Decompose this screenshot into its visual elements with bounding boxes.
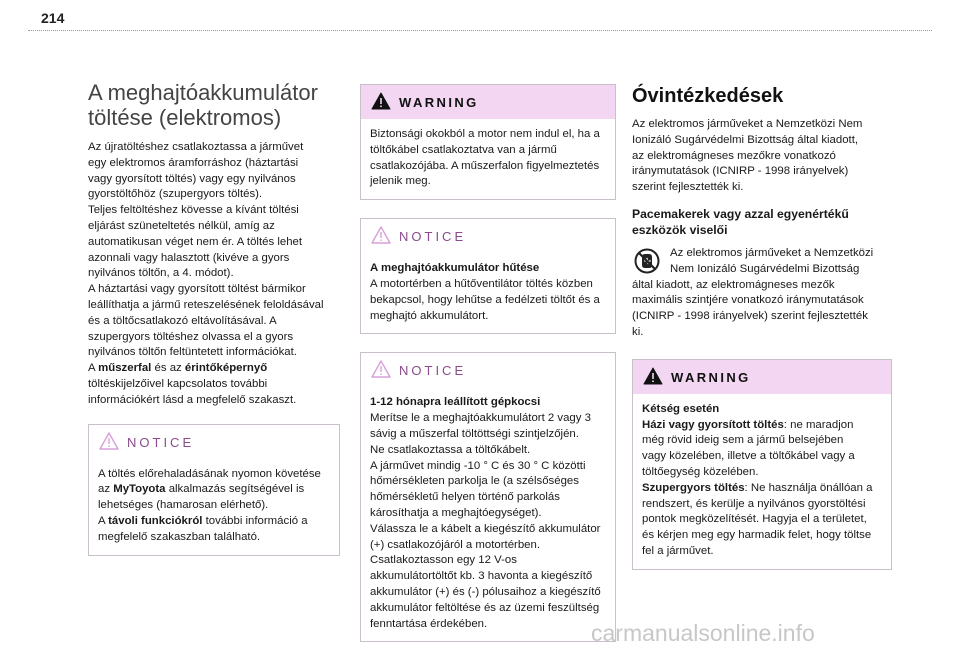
warning-header: [361, 85, 615, 119]
warning-bold: Házi vagy gyorsított töltés: [642, 418, 784, 431]
warning-bold: Szupergyors töltés: [642, 481, 745, 494]
notice-line: sávig a műszerfal töltöttségi szintjelzőjén.: [370, 427, 579, 440]
warning-triangle-icon: [371, 92, 391, 110]
warning-body: [361, 119, 615, 199]
warning-label: WARNING: [399, 95, 479, 110]
notice-label: NOTICE: [127, 434, 195, 450]
column-charging: [88, 80, 340, 556]
intro-line: Az elektromos járműveket a Nemzetközi Nem: [632, 118, 863, 130]
notice-triangle-icon: [371, 226, 391, 244]
body-line: Teljes feltöltéshez kövesse a kívánt töltési: [88, 204, 299, 217]
notice-line: A járművet mindig -10 ° C és 30 ° C közötti: [370, 459, 586, 472]
warning-text: : Ne használja önállóan a: [744, 481, 873, 494]
charging-body: [88, 140, 340, 409]
intro-line: szerint fejlesztették ki.: [632, 181, 744, 194]
warning-text: [642, 402, 882, 560]
page-number: 214: [41, 10, 65, 26]
notice-box-storage: [360, 352, 616, 642]
body-text: A: [88, 362, 99, 375]
notice-line: Csatlakoztasson egy 12 V-os: [370, 554, 517, 567]
notice-text: az: [98, 483, 114, 496]
notice-line: hőmérsékleten parkolja le (a szélsőséges: [370, 475, 579, 488]
body-line: gyorstöltőhöz (szupergyors töltés).: [88, 188, 263, 201]
body-bold: műszerfal: [98, 362, 152, 375]
notice-body: [361, 253, 615, 333]
notice-line: Válassza le a kábelt a kiegészítő akkumulátor: [370, 522, 601, 535]
notice-bold: MyToyota: [113, 483, 166, 496]
warning-line: töltőegység közelében.: [642, 465, 759, 478]
body-line: szupergyors töltéshez olvassa el a gyors: [88, 330, 294, 343]
column-precautions: [620, 80, 892, 570]
notice-line: hőmérsékletű helyen történő parkolás: [370, 491, 560, 504]
notice-header: [89, 425, 339, 459]
intro-line: az elektromágneses mezőkre vonatkozó: [632, 149, 836, 162]
notice-title: 1-12 hónapra leállított gépkocsi: [370, 396, 541, 409]
subheading-line: eszközök viselői: [632, 222, 728, 237]
notice-line: lehetséges (hamarosan elérhető).: [98, 499, 269, 512]
notice-line: (+) csatlakozójáról a motortérben.: [370, 538, 540, 551]
column-warnings: [360, 84, 616, 642]
body-line: azonnali vagy halasztott (kivéve a gyors: [88, 251, 290, 264]
body-bold: érintőképernyő: [184, 362, 268, 375]
warning-title: Kétség esetén: [642, 402, 720, 415]
watermark: carmanualsonline.info: [591, 620, 815, 646]
body-line: egy elektromos áramforráshoz (háztartási: [88, 156, 299, 169]
notice-line: akkumulátortöltőt kb. 3 havonta a kiegészítő: [370, 570, 593, 583]
pacemaker-line: Nem Ionizáló Sugárvédelmi Bizottság: [670, 262, 860, 275]
notice-text: A: [98, 514, 109, 527]
warning-line: vagy közelében, illetve a töltőkábel vagy a: [642, 450, 855, 463]
body-line: leállíthatja a jármű reteszelésének feloldásával: [88, 298, 324, 311]
notice-text: [370, 261, 606, 324]
warning-line: csatlakozójába. A műszerfalon figyelmeztetés: [370, 159, 600, 172]
body-line: Az újratöltéshez csatlakoztassa a járművet: [88, 141, 304, 153]
notice-text: alkalmazás segítségével is: [165, 483, 305, 496]
notice-label: NOTICE: [399, 229, 467, 245]
warning-text: : ne maradjon: [783, 418, 854, 431]
notice-line: A motortérben a hűtőventilátor töltés közben: [370, 277, 593, 290]
subheading-line: Pacemakerek vagy azzal egyenértékű: [632, 206, 849, 221]
body-line: automatikusan véget nem ér. A töltés lehet: [88, 235, 303, 248]
notice-line: fenntartása érdekében.: [370, 617, 488, 630]
notice-line: megfelelő szakaszban található.: [98, 530, 261, 543]
body-line: nyilvános töltőn, a 4. módot).: [88, 267, 234, 280]
notice-text: [98, 467, 330, 546]
precautions-intro: [620, 117, 892, 196]
warning-line: Biztonsági okokból a motor nem indul el, ha a: [370, 128, 600, 140]
notice-line: Merítse le a meghajtóakkumulátort 2 vagy 3: [370, 412, 591, 425]
notice-body: [361, 387, 615, 641]
warning-body: [633, 394, 891, 569]
notice-bold: távoli funkciókról: [108, 514, 203, 527]
notice-box-mytoyota: [88, 424, 340, 556]
pacemaker-line: Az elektromos járműveket a Nemzetközi: [670, 246, 874, 259]
body-line: nyilvános töltőn feltüntetett információkat.: [88, 346, 297, 359]
warning-line: töltőkábel csatlakoztatva van a jármű: [370, 143, 557, 156]
pacemaker-note: [620, 246, 892, 341]
pacemaker-text: [632, 246, 892, 341]
notice-line: bekapcsol, hogy lehűtse a fedélzeti töltőt és a: [370, 293, 600, 306]
notice-header: [361, 353, 615, 387]
warning-header: [633, 360, 891, 394]
notice-line: meghajtó akkumulátort.: [370, 309, 489, 322]
notice-box-cooling: [360, 218, 616, 334]
notice-line: akkumulátor feltöltése és az üzemi feszültség: [370, 601, 600, 614]
notice-line: Ne csatlakoztassa a töltőkábelt.: [370, 443, 531, 456]
warning-line: fel a járművet.: [642, 544, 714, 557]
notice-body: [89, 459, 339, 555]
header-rule: [28, 30, 932, 31]
notice-title: A meghajtóakkumulátor hűtése: [370, 262, 540, 275]
notice-line: akkumulátor (+) és (-) pólusaihoz a kiegészítő: [370, 585, 601, 598]
warning-label: WARNING: [671, 369, 751, 385]
section-title: [88, 80, 340, 130]
notice-line: A töltés előrehaladásának nyomon követése: [98, 467, 321, 480]
warning-line: jelenik meg.: [370, 175, 431, 188]
pacemaker-line: ki.: [632, 325, 644, 338]
warning-line: pontok megközelítését. Hagyja el a területet,: [642, 513, 867, 526]
body-line: információkért lásd a megfelelő szakaszt.: [88, 393, 297, 406]
warning-box-doubt: [632, 359, 892, 570]
notice-label: NOTICE: [399, 363, 467, 379]
warning-line: rendszert, és kerülje a nyilvános gyorstöltési: [642, 497, 866, 510]
section-title-line-2: töltése (elektromos): [88, 105, 282, 130]
body-line: töltéskijelzőivel kapcsolatos további: [88, 377, 268, 390]
body-line: A háztartási vagy gyorsított töltést bármikor: [88, 283, 306, 296]
notice-line: károsíthatja a meghajtóegységet).: [370, 506, 542, 519]
warning-triangle-icon: [643, 367, 663, 385]
intro-line: Ionizáló Sugárvédelmi Bizottság által kiadott,: [632, 133, 859, 146]
pacemaker-subheading: [632, 206, 892, 238]
warning-line: még rövid ideig sem a jármű belsejében: [642, 434, 844, 447]
notice-text: további információ a: [202, 514, 308, 527]
body-line: és a töltőcsatlakozó eltávolításával. A: [88, 314, 277, 327]
body-line: eljárást szüneteltetés nélkül, amíg az: [88, 219, 275, 232]
body-text: és az: [151, 362, 185, 375]
section-title-line-1: A meghajtóakkumulátor: [88, 80, 318, 105]
pacemaker-line: által kiadott, az elektromágneses mezők: [632, 278, 835, 291]
notice-text: [370, 395, 606, 632]
notice-header: [361, 219, 615, 253]
pacemaker-line: maximális szintjére vonatkozó iránymutatások: [632, 294, 864, 307]
warning-line: és kérjen meg egy harmadik felet, hogy töltse: [642, 529, 872, 542]
intro-line: iránymutatások (ICNIRP - 1998 irányelvek): [632, 165, 849, 178]
notice-triangle-icon: [371, 360, 391, 378]
precautions-title: Óvintézkedések: [632, 85, 784, 107]
pacemaker-line: (ICNIRP - 1998 irányelvek) szerint fejlesztették: [632, 310, 868, 323]
warning-text: [370, 127, 606, 190]
body-line: vagy gyorsított töltés) vagy egy nyilvános: [88, 172, 296, 185]
warning-box-engine: [360, 84, 616, 200]
notice-triangle-icon: [99, 432, 119, 450]
pacemaker-prohibited-icon: [634, 248, 660, 274]
